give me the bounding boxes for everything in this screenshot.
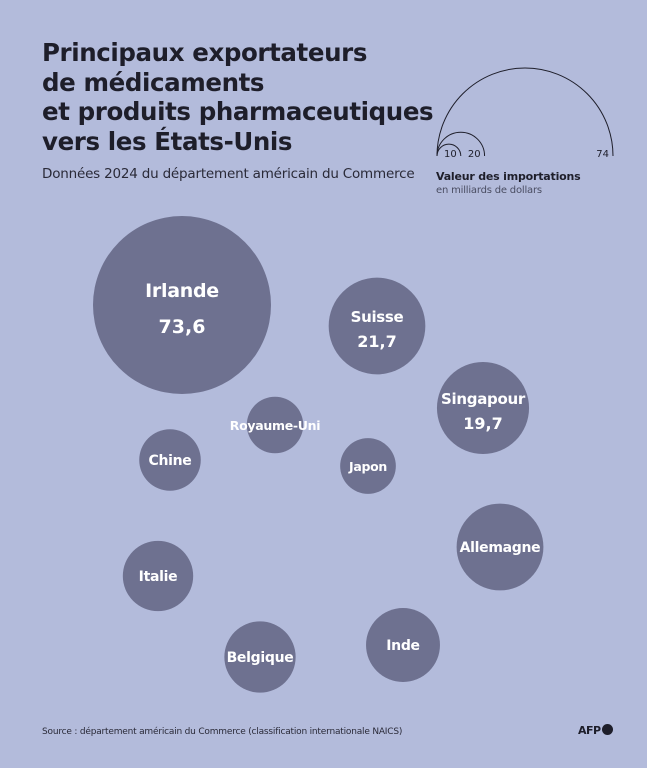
bubble-label-belgique: Belgique (226, 650, 294, 666)
logo-dot (602, 724, 613, 735)
bubble-value-irlande: 73,6 (158, 316, 206, 338)
bubble-value-singapour: 19,7 (463, 414, 503, 433)
bubble-label-allemagne: Allemagne (459, 540, 541, 556)
bubble-italie (123, 541, 193, 611)
bubble-value-suisse: 21,7 (357, 332, 397, 351)
legend-title: Valeur des importations (436, 170, 581, 183)
bubble-inde (366, 608, 440, 682)
bubble-label-chine: Chine (148, 453, 192, 469)
bubble-circle-singapour (437, 362, 529, 454)
chart-title: Principaux exportateurs de médicaments et produits pharmaceutiques vers les États-Unis (42, 38, 434, 156)
bubble-label-singapour: Singapour (441, 390, 525, 408)
source-note: Source : département américain du Commerce (classification internationale NAICS) (42, 727, 403, 737)
bubble-belgique (224, 621, 295, 692)
afp-logo (578, 724, 613, 737)
legend-label-20: 20 (467, 149, 481, 160)
bubble-circle-suisse (329, 278, 426, 375)
bubble-chine (139, 429, 201, 491)
bubble-royaume-uni (230, 397, 320, 453)
legend-label-74: 74 (596, 149, 609, 160)
bubble-singapour (437, 362, 529, 454)
legend-label-10: 10 (444, 149, 457, 160)
bubble-irlande (93, 216, 271, 394)
bubble-japon (340, 438, 396, 494)
chart-subtitle: Données 2024 du département américain du Commerce (42, 166, 415, 182)
bubble-circle-irlande (93, 216, 271, 394)
bubble-label-inde: Inde (386, 638, 420, 654)
bubble-label-royaume-uni: Royaume-Uni (229, 418, 321, 433)
bubble-label-irlande: Irlande (145, 280, 219, 302)
bubble-label-italie: Italie (138, 569, 178, 585)
legend-unit: en milliards de dollars (436, 185, 542, 196)
bubble-suisse (329, 278, 426, 375)
bubble-allemagne (457, 504, 544, 591)
bubble-label-suisse: Suisse (350, 308, 404, 326)
bubble-label-japon: Japon (348, 459, 388, 474)
logo-text: AFP (578, 724, 601, 737)
